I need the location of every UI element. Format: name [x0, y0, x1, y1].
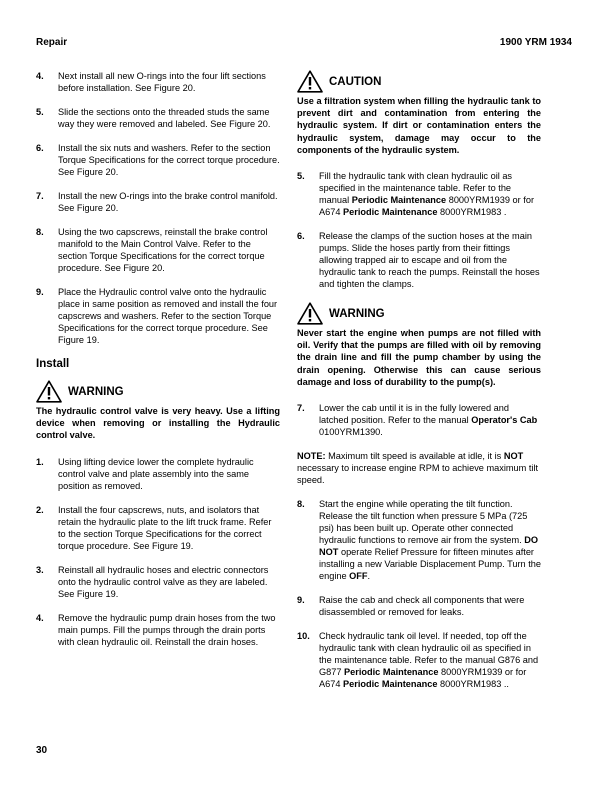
- warning-block: [36, 380, 280, 442]
- step-item: [36, 142, 280, 178]
- step-text: Next install all new O-rings into the four lift sections before installation. See Figure 20.: [58, 71, 266, 93]
- warning-title: WARNING: [68, 385, 124, 398]
- step-number: 3.: [36, 564, 44, 575]
- note-label: NOTE:: [297, 451, 326, 462]
- step-text: [319, 402, 541, 438]
- text-run: .: [367, 571, 371, 582]
- step-item: [36, 226, 280, 274]
- install-heading: Install: [36, 358, 70, 370]
- step-number: 10.: [297, 631, 310, 642]
- step-item: [297, 402, 541, 438]
- steps-a: [36, 70, 280, 346]
- step-number: 8.: [36, 227, 44, 237]
- step-text: Install the new O-rings into the brake control manifold. See Figure 20.: [58, 191, 278, 213]
- step-number: 4.: [36, 612, 44, 623]
- text-run: necessary to increase engine RPM to achieve maximum tilt speed.: [297, 463, 539, 486]
- right-column: [297, 70, 541, 702]
- step-text: Place the Hydraulic control valve onto the hydraulic place in same position as removed and install the four capscrews and washers. Refer to the section Torque Specifications for the correct torque procedure. See Figure 19.: [58, 287, 278, 345]
- step-item: [36, 286, 280, 346]
- step-item: [297, 230, 541, 290]
- step-item: [36, 190, 280, 214]
- text-run: 0100YRM1390.: [319, 427, 383, 438]
- step-item: [36, 612, 280, 648]
- steps-b: [36, 456, 280, 648]
- page-number: 30: [36, 745, 48, 756]
- step-number: 5.: [36, 107, 44, 117]
- header-doc-number: 1900 YRM 1934: [499, 37, 572, 48]
- manual-reference: Periodic Maintenance: [351, 195, 447, 206]
- step-number: 9.: [36, 287, 44, 297]
- step-text: Install the four capscrews, nuts, and isolators that retain the hydraulic plate to the lift truck frame. Refer to the section Torque Specifications for the correct torque procedure. See Figure 19.: [58, 504, 272, 551]
- emphasis: NOT: [503, 451, 524, 462]
- warning-text: The hydraulic control valve is very heavy. Use a lifting device when removing or installing the Hydraulic control valve.: [36, 406, 280, 441]
- text-run: 8000YRM1983 ..: [437, 679, 509, 690]
- step-text: Using the two capscrews, reinstall the brake control manifold to the Main Control Valve. Refer to the section Torque Specifications for the correct torque procedure. See Figure 20.: [58, 227, 268, 273]
- manual-reference: Periodic Maintenance: [343, 207, 438, 218]
- text-run: 8000YRM1983 .: [437, 207, 507, 218]
- warning-block: [297, 302, 541, 388]
- emphasis: OFF: [349, 571, 368, 582]
- step-number: 1.: [36, 456, 44, 467]
- manual-reference: Periodic Maintenance: [343, 679, 438, 690]
- caution-triangle-icon: [297, 70, 323, 93]
- warning-triangle-icon: [36, 380, 62, 403]
- warning-triangle-icon: [297, 302, 323, 325]
- step-item: [36, 70, 280, 94]
- text-run: Maximum tilt speed is available at idle, it is: [325, 451, 504, 462]
- step-item: [36, 564, 280, 600]
- warning-text: Never start the engine when pumps are not filled with oil. Verify that the pumps are filled with oil by removing the drain line and fill the pump chamber by using the drain opening. Otherwise this can cause serious damage and loss of durability to the pump(s).: [297, 328, 541, 387]
- note-block: [297, 450, 541, 486]
- step-text: Slide the sections onto the threaded studs the same way they were removed and labeled. See Figure 20.: [58, 107, 271, 129]
- text-run: 8000YRM1939 or for A674: [319, 667, 527, 690]
- text-run: Fill the hydraulic tank with clean hydraulic oil as specified in the maintenance table. Refer to the manual: [319, 171, 513, 206]
- emphasis: DO NOT: [319, 535, 539, 558]
- manual-reference: Operator's Cab: [471, 415, 538, 426]
- step-item: [297, 170, 541, 218]
- step-number: 9.: [297, 595, 305, 606]
- step-text: Using lifting device lower the complete hydraulic control valve and plate assembly into the same position as removed.: [58, 456, 254, 491]
- caution-header: [297, 70, 541, 93]
- step-text: [319, 170, 541, 218]
- warning-header: [36, 380, 280, 403]
- step-item: [36, 456, 280, 492]
- caution-block: [297, 70, 541, 156]
- step-text: Release the clamps of the suction hoses at the main pumps. Slide the hoses partly from their fittings allowing trapped air to escape and oil from the hydraulic tank to reach the pumps. Reinstall the hoses and tighten the clamps.: [319, 231, 540, 290]
- step-number: 7.: [36, 191, 44, 201]
- step-number: 5.: [297, 171, 305, 182]
- step-item: [297, 498, 541, 582]
- step-text: Reinstall all hydraulic hoses and electric connectors onto the hydraulic control valve as they are labeled. See Figure 19.: [58, 564, 269, 599]
- step-text: [319, 630, 541, 690]
- step-number: 2.: [36, 504, 44, 515]
- step-item: [297, 630, 541, 690]
- left-column: [36, 70, 280, 660]
- caution-title: CAUTION: [329, 75, 382, 88]
- text-run: operate Relief Pressure for fifteen minutes after installing a new Variable Displacement Pump. Turn the engine: [319, 547, 541, 582]
- step-item: [36, 504, 280, 552]
- step-number: 6.: [297, 231, 305, 242]
- caution-text: Use a filtration system when filling the hydraulic tank to prevent dirt and contamination from entering the hydraulic system. If dirt or contamination enters the hydraulic system, damage may occur to the components of the hydraulic system.: [297, 96, 541, 155]
- text-run: Check hydraulic tank oil level. If needed, top off the hydraulic tank with clean hydraulic oil as specified in the maintenance table. Refer to the manual G876 and G877: [319, 631, 539, 678]
- text-run: Lower the cab until it is in the fully lowered and latched position. Refer to the manual: [319, 403, 509, 426]
- step-text: Install the six nuts and washers. Refer to the section Torque Specifications for the correct torque procedure. See Figure 20.: [58, 143, 280, 177]
- step-number: 6.: [36, 143, 44, 153]
- header-section: Repair: [36, 37, 68, 48]
- step-text: Remove the hydraulic pump drain hoses from the two main pumps. Fill the pumps through the drain ports with clean hydraulic oil. Reinstall the drain hoses.: [58, 612, 276, 647]
- step-number: 7.: [297, 403, 305, 414]
- step-number: 4.: [36, 71, 44, 81]
- step-text: [319, 498, 541, 582]
- text-run: 8000YRM1939 or for A674: [319, 195, 534, 218]
- warning-title: WARNING: [329, 307, 385, 320]
- manual-reference: Periodic Maintenance: [344, 667, 439, 678]
- step-item: [297, 594, 541, 618]
- warning-header: [297, 302, 541, 325]
- step-number: 8.: [297, 499, 305, 510]
- step-text: Raise the cab and check all components that were disassembled or removed for leaks.: [319, 595, 525, 618]
- step-item: [36, 106, 280, 130]
- text-run: Start the engine while operating the tilt function. Release the tilt function when pressure 5 MPa (725 psi) has been built up. Operate other connected hydraulic functions to remove air from the system.: [319, 499, 528, 546]
